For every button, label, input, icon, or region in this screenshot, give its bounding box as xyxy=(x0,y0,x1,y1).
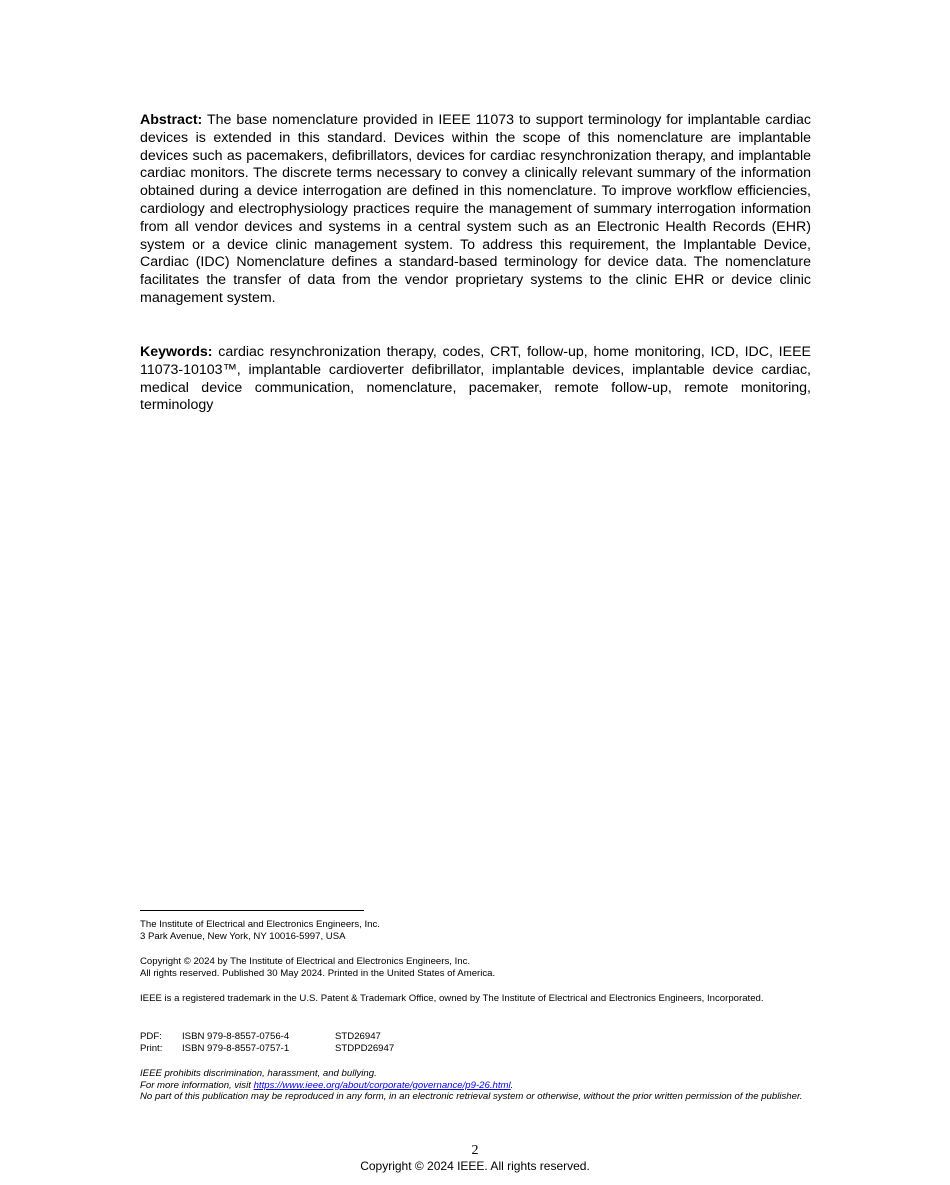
page-footer-copyright: Copyright © 2024 IEEE. All rights reserved. xyxy=(360,1159,590,1173)
publisher-address: 3 Park Avenue, New York, NY 10016-5997, USA xyxy=(140,930,346,942)
policy-block xyxy=(140,1068,820,1103)
abstract-label: Abstract: xyxy=(140,112,203,128)
copyright-block xyxy=(140,956,820,979)
more-info-suffix: . xyxy=(510,1079,514,1091)
isbn-code: STDPD26947 xyxy=(335,1042,395,1054)
isbn-number: ISBN 979-8-8557-0756-4 xyxy=(182,1031,290,1042)
abstract-paragraph xyxy=(140,112,811,308)
footnote-divider xyxy=(140,910,364,911)
isbn-row-print xyxy=(140,1043,820,1055)
isbn-format: PDF: xyxy=(140,1031,162,1042)
abstract-text: The base nomenclature provided in IEEE 11073 to support terminology for implantable cardiac devices is extended in this standard. Devices within the scope of this nomenclature are implantable devices such as pacemakers, defibrillators, devices for cardiac resynchronization therapy, and implantable cardiac monitors. The discrete terms necessary to convey a clinically relevant summary of the information obtained during a device interrogation are defined in this nomenclature. To improve workflow efficiencies, cardiology and electrophysiology practices require the management of summary interrogation information from all vendor devices and systems in a central system such as an Electronic Health Records (EHR) system or a device clinic management system. To address this requirement, the Implantable Device, Cardiac (IDC) Nomenclature defines a standard-based terminology for device data. The nomenclature facilitates the transfer of data from the vendor proprietary systems to the clinic EHR or device clinic management system. xyxy=(140,112,811,306)
keywords-text: cardiac resynchronization therapy, codes, CRT, follow-up, home monitoring, ICD, IDC, IEEE 11073-10103™, implantable cardioverter defibrillator, implantable devices, implantable device cardiac, medical device communication, nomenclature, pacemaker, remote follow-up, remote monitoring, terminology xyxy=(140,344,811,414)
isbn-code: STD26947 xyxy=(335,1031,381,1042)
copyright-line: Copyright © 2024 by The Institute of Electrical and Electronics Engineers, Inc. xyxy=(140,956,471,967)
governance-link[interactable]: https://www.ieee.org/about/corporate/governance/p9-26.html xyxy=(253,1079,511,1091)
policy-line: IEEE prohibits discrimination, harassment, and bullying. xyxy=(140,1068,377,1079)
reproduction-notice: No part of this publication may be reproduced in any form, in an electronic retrieval system or otherwise, without the prior written permission of the publisher. xyxy=(140,1091,803,1102)
isbn-format: Print: xyxy=(140,1042,163,1054)
rights-line: All rights reserved. Published 30 May 2024. Printed in the United States of America. xyxy=(140,967,496,979)
publisher-name: The Institute of Electrical and Electronics Engineers, Inc. xyxy=(140,919,380,930)
keywords-label: Keywords: xyxy=(140,344,213,360)
publisher-block xyxy=(140,919,820,942)
page-number: 2 xyxy=(471,1143,479,1158)
more-info-prefix: For more information, visit xyxy=(140,1079,254,1091)
keywords-paragraph xyxy=(140,344,811,415)
trademark-notice: IEEE is a registered trademark in the U.S. Patent & Trademark Office, owned by The Institute of Electrical and Electronics Engineers, Incorporated. xyxy=(140,993,764,1004)
isbn-row-pdf xyxy=(140,1031,820,1043)
isbn-block xyxy=(140,1031,820,1054)
more-info-line xyxy=(140,1080,820,1092)
isbn-number: ISBN 979-8-8557-0757-1 xyxy=(182,1042,290,1054)
